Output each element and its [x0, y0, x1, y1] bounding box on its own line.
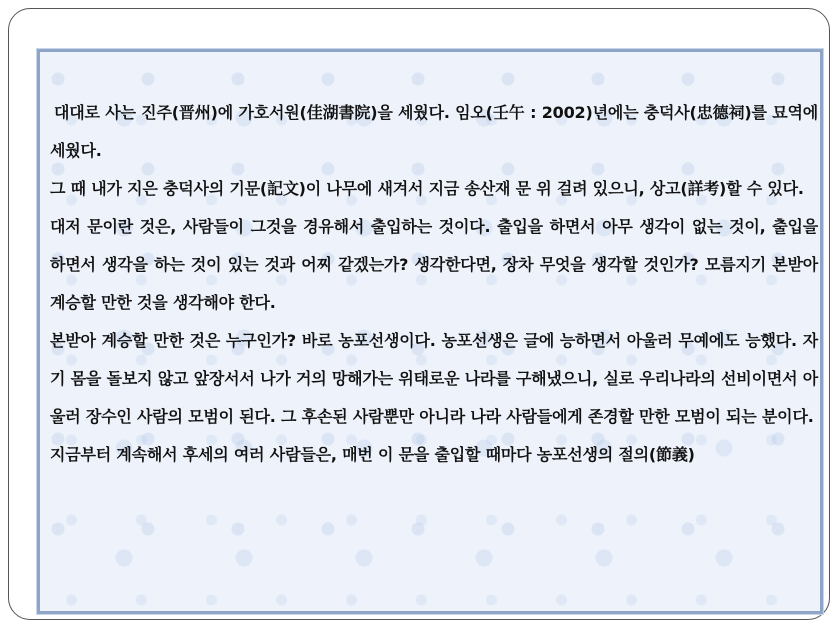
paragraph-4: 본받아 계승할 만한 것은 누구인가? 바로 농포선생이다. 농포선생은 글에 능하면서 아울러 무예에도 능했다. 자기 몸을 돌보지 않고 앞장서서 나가 거의 망해가는 위태로운 나라를 구해냈으니, 실로 우리나라의 선비이면서 아울러 장수인 사람의 모범이 된다. 그 후손된 사람뿐만 아니라 나라 사람들에게 존경할 만한 모범이 되는 분이다. [50, 331, 818, 426]
slide-frame [8, 8, 830, 620]
paragraph-5: 지금부터 계속해서 후세의 여러 사람들은, 매번 이 문을 출입할 때마다 농포선생의 절의(節義) [50, 445, 695, 464]
paragraph-2: 그 때 내가 지은 충덕사의 기문(記文)이 나무에 새겨서 지금 송산재 문 위 걸려 있으니, 상고(詳考)할 수 있다. [50, 179, 804, 198]
text-panel [37, 49, 823, 614]
paragraph-1: 대대로 사는 진주(晋州)에 가호서원(佳湖書院)을 세웠다. 임오(壬午 : 2002)년에는 충덕사(忠德祠)를 묘역에 세웠다. [50, 103, 818, 160]
paragraph-3: 대저 문이란 것은, 사람들이 그것을 경유해서 출입하는 것이다. 출입을 하면서 아무 생각이 없는 것이, 출입을 하면서 생각을 하는 것이 있는 것과 어찌 같겠는가? 생각한다면, 장차 무엇을 생각할 것인가? 모름지기 본받아 계승할 만한 것을 생각해야 한다. [50, 217, 818, 312]
document-body [50, 94, 818, 474]
